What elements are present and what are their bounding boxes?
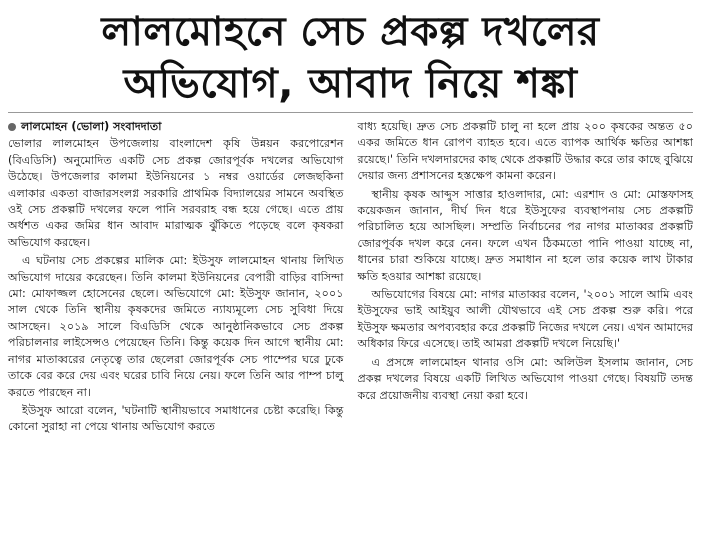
- column-left: [8, 119, 344, 438]
- article-body: [8, 119, 693, 438]
- paragraph: ভোলার লালমোহন উপজেলায় বাংলাদেশ কৃষি উন্নয়ন করপোরেশন (বিএডিসি) অনুমোদিত একটি সেচ প্রকল্প জোরপূর্বক দখলের অভিযোগ উঠেছে। উপজেলার কালমা ইউনিয়নের ১ নম্বর ওয়ার্ডের লেজছকিনা এলাকার একতা বাজারসংলগ্ন সরকারি প্রাথমিক বিদ্যালয়ের সামনে অবস্থিত ওই সেচ প্রকল্পটি দখলের ফলে পানি সরবরাহ বন্ধ হয়ে গেছে। এতে প্রায় অর্ধশত একর জমির ধান আবাদ মারাত্মক ঝুঁকিতে পড়েছে বলে কৃষকরা অভিযোগ করছেন।: [8, 137, 344, 249]
- divider: [8, 112, 693, 113]
- column-right: [358, 119, 694, 438]
- bullet-icon: [8, 123, 16, 131]
- byline: [8, 119, 344, 135]
- paragraph: স্থানীয় কৃষক আব্দুস সাত্তার হাওলাদার, মো: এরশাদ ও মো: মোস্তফাসহ কয়েকজন জানান, দীর্ঘ দিন ধরে ইউসুফের ব্যবস্থাপনায় সেচ প্রকল্পটি পরিচালিত হয়ে আসছিল। সম্প্রতি নির্বাচনের পর নাগর মাতাব্বর প্রকল্পটি জোরপূর্বক দখল করে নেন। ফলে এখন ঠিকমতো পানি পাওয়া যাচ্ছে না, ধানের চারা শুকিয়ে যাচ্ছে। দ্রুত সমাধান না হলে তার কয়েক লাখ টাকার ক্ষতি হওয়ার আশঙ্কা রয়েছে।: [357, 187, 693, 283]
- headline-line-1: লালমোহনে সেচ প্রকল্প দখলের: [101, 9, 600, 55]
- paragraph: এ ঘটনায় সেচ প্রকল্পের মালিক মো: ইউসুফ লালমোহন থানায় লিখিত অভিযোগ দায়ের করেছেন। তিনি কালমা ইউনিয়নের বেপারী বাড়ির বাসিন্দা মো: মোফাজ্জল হোসেনের ছেলে। অভিযোগে মো: ইউসুফ জানান, ২০০১ সাল থেকে তিনি স্থানীয় কৃষকদের জমিতে ন্যায্যমূল্যে সেচ সুবিধা দিয়ে আসছেন। ২০১৯ সালে বিএডিসি থেকে আনুষ্ঠানিকভাবে সেচ প্রকল্প পরিচালনার লাইসেন্সও পেয়েছেন তিনি। কিন্তু কয়েক দিন আগে স্থানীয় মো: নাগর মাতাব্বরের নেতৃত্বে তার ছেলেরা জোরপূর্বক সেচ পাম্পের ঘরে ঢুকে তাকে বের করে দেয় এবং ঘরের চাবি নিয়ে নেয়। ফলে তিনি আর পাম্প চালু করতে পারছেন না।: [8, 254, 344, 399]
- paragraph: বাধ্য হয়েছি। দ্রুত সেচ প্রকল্পটি চালু না হলে প্রায় ২০০ কৃষকের অন্তত ৫০ একর জমিতে ধান রোপণ ব্যাহত হবে। এতে ব্যাপক আর্থিক ক্ষতির আশঙ্কা রয়েছে।' তিনি দখলদারদের কাছ থেকে প্রকল্পটি উদ্ধার করে তার কাছে বুঝিয়ে দেয়ার জন্য প্রশাসনের হস্তক্ষেপ কামনা করেন।: [357, 120, 693, 183]
- paragraph: অভিযোগের বিষয়ে মো: নাগর মাতাব্বর বলেন, '২০০১ সালে আমি এবং ইউসুফের ভাই আইয়ুব আলী যৌথভাবে এই সেচ প্রকল্প শুরু করি। পরে ইউসুফ ক্ষমতার অপব্যবহার করে প্রকল্পটি নিজের দখলে নেয়। এখন আমাদের অধিকার ফিরে এসেছে। তাই আমরা প্রকল্পটি দখলে নিয়েছি।': [357, 288, 693, 351]
- headline: [8, 6, 693, 110]
- headline-line-2: অভিযোগ, আবাদ নিয়ে শঙ্কা: [123, 61, 578, 107]
- byline-text: লালমোহন (ভোলা) সংবাদদাতা: [21, 120, 162, 133]
- paragraph: এ প্রসঙ্গে লালমোহন থানার ওসি মো: অলিউল ইসলাম জানান, সেচ প্রকল্প দখলের বিষয়ে একটি লিখিত অভিযোগ পাওয়া গেছে। বিষয়টি তদন্ত করে প্রয়োজনীয় ব্যবস্থা নেয়া করা হবে।: [357, 355, 693, 402]
- paragraph: ইউসুফ আরো বলেন, 'ঘটনাটি স্থানীয়ভাবে সমাধানের চেষ্টা করেছি। কিন্তু কোনো সুরাহা না পেয়ে থানায় অভিযোগ করতে: [8, 403, 344, 434]
